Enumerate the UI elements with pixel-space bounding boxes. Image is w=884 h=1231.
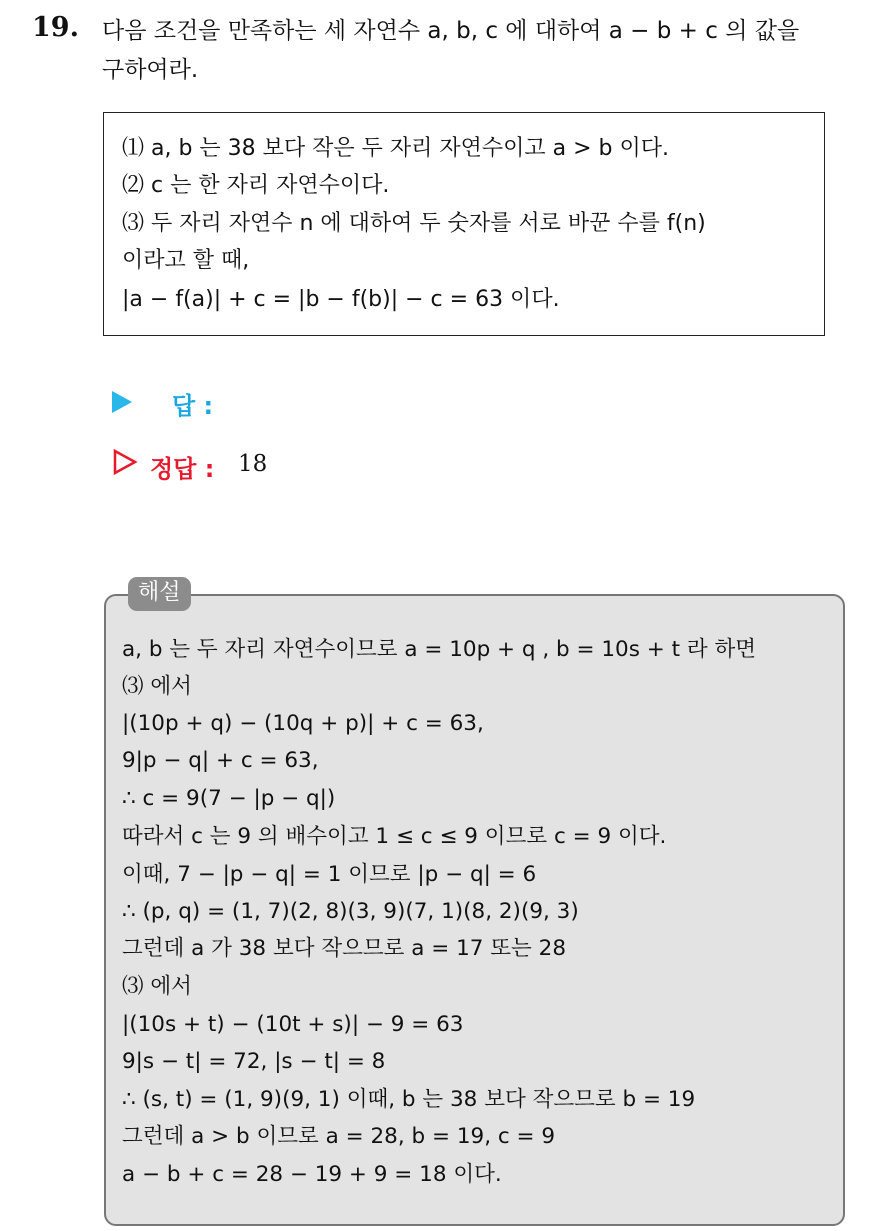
solution-line-11: |(10s + t) − (10t + s)| − 9 = 63 (122, 1012, 464, 1037)
condition-2: ⑵ c 는 한 자리 자연수이다. (122, 173, 390, 198)
solution-line-1: a, b 는 두 자리 자연수이므로 a = 10p + q , b = 10s + t 라 하면 (122, 637, 757, 662)
correct-answer-value: 18 (238, 451, 268, 477)
solution-line-10: ⑶ 에서 (122, 974, 192, 999)
correct-arrow-icon (112, 448, 138, 476)
solution-line-5: ∴ c = 9(7 − |p − q|) (122, 786, 336, 811)
solution-tag: 해설 (128, 577, 191, 611)
solution-line-9: 그런데 a 가 38 보다 작으므로 a = 17 또는 28 (122, 936, 567, 961)
condition-3-line-2: 이라고 할 때, (122, 248, 250, 273)
condition-3-line-3: |a − f(a)| + c = |b − f(b)| − c = 63 이다. (122, 287, 560, 312)
solution-line-13: ∴ (s, t) = (1, 9)(9, 1) 이때, b 는 38 보다 작으므로 b = 19 (122, 1087, 696, 1112)
answer-label: 답 : (172, 392, 214, 420)
answer-arrow-icon (112, 391, 132, 413)
solution-line-12: 9|s − t| = 72, |s − t| = 8 (122, 1049, 386, 1074)
question-text-line-1: 다음 조건을 만족하는 세 자연수 a, b, c 에 대하여 a − b + c 의 값을 (102, 18, 800, 44)
solution-line-4: 9|p − q| + c = 63, (122, 748, 319, 773)
solution-line-2: ⑶ 에서 (122, 674, 192, 699)
solution-line-6: 따라서 c 는 9 의 배수이고 1 ≤ c ≤ 9 이므로 c = 9 이다. (122, 824, 667, 849)
solution-line-8: ∴ (p, q) = (1, 7)(2, 8)(3, 9)(7, 1)(8, 2)(9, 3) (122, 899, 579, 924)
solution-line-7: 이때, 7 − |p − q| = 1 이므로 |p − q| = 6 (122, 862, 537, 887)
solution-line-15: a − b + c = 28 − 19 + 9 = 18 이다. (122, 1162, 502, 1187)
solution-line-3: |(10p + q) − (10q + p)| + c = 63, (122, 711, 484, 736)
condition-1: ⑴ a, b 는 38 보다 작은 두 자리 자연수이고 a > b 이다. (122, 136, 669, 161)
solution-line-14: 그런데 a > b 이므로 a = 28, b = 19, c = 9 (122, 1124, 556, 1149)
correct-answer-label: 정답 : (150, 455, 215, 483)
condition-3-line-1: ⑶ 두 자리 자연수 n 에 대하여 두 숫자를 서로 바꾼 수를 f(n) (122, 211, 706, 236)
question-text-line-2: 구하여라. (102, 57, 199, 83)
question-number: 19. (32, 12, 79, 43)
